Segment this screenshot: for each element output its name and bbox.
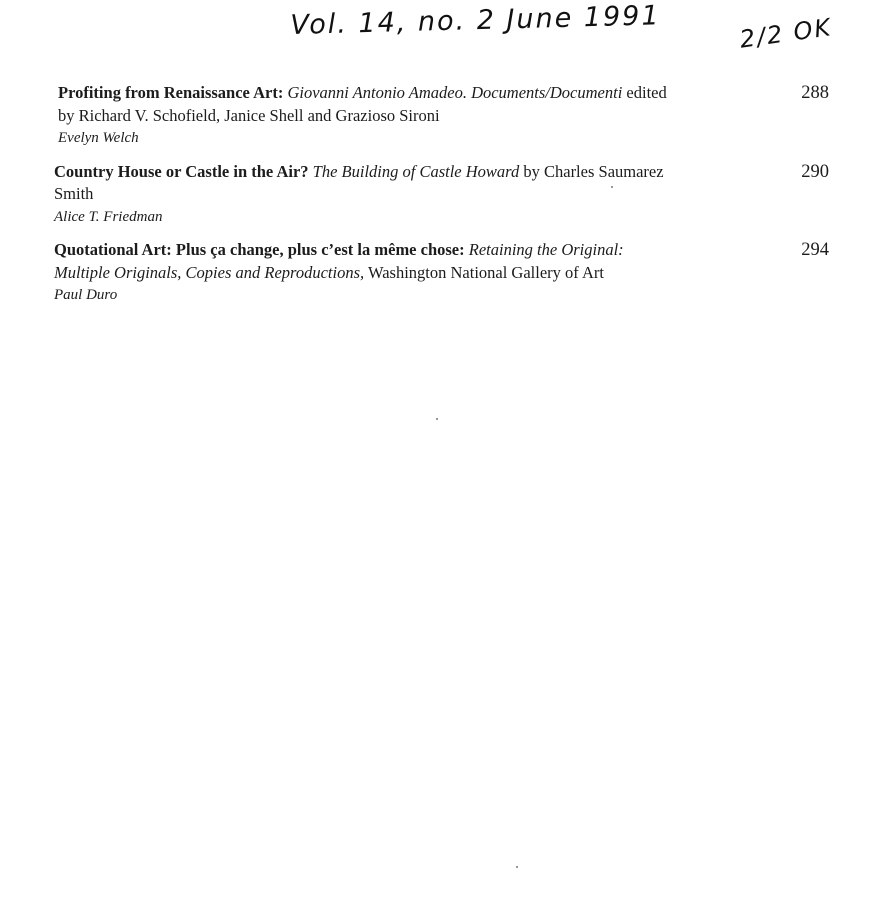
entry-text <box>58 82 673 150</box>
entry-author: Evelyn Welch <box>58 130 139 146</box>
entry-text <box>54 161 669 229</box>
entry-work-title: The Building of Castle Howard <box>312 161 520 181</box>
entry-author: Alice T. Friedman <box>54 208 163 225</box>
entry-work-title: Giovanni Antonio Amadeo. Documents/Documenti <box>287 83 623 102</box>
toc-entry <box>54 82 833 150</box>
entry-author: Paul Duro <box>54 287 118 303</box>
entry-page-number: 288 <box>801 83 829 103</box>
scan-speck <box>611 186 613 188</box>
toc-entry <box>54 239 829 307</box>
handwritten-ok-note: 2/2 OK <box>738 13 834 54</box>
entry-page-number: 290 <box>801 161 829 182</box>
entry-work-title: Retaining the Original: Multiple Originals, Copies and Reproductions, <box>54 240 624 282</box>
entry-details: Washington National Gallery of Art <box>367 262 604 282</box>
entry-title: Profiting from Renaissance Art: <box>58 83 284 102</box>
entry-text <box>54 239 669 307</box>
scan-speck <box>436 418 438 420</box>
entry-title: Quotational Art: Plus ça change, plus c’est la même chose: <box>54 240 465 259</box>
entry-page-number: 294 <box>801 240 829 260</box>
entry-title: Country House or Castle in the Air? <box>54 161 309 181</box>
toc-entry <box>54 161 829 229</box>
entry-details: edited by Richard V. Schofield, Janice Shell and Grazioso Sironi <box>58 83 667 125</box>
entry-details: by Charles Saumarez Smith <box>54 161 664 203</box>
scan-speck <box>516 866 518 868</box>
table-of-contents <box>54 82 829 307</box>
handwritten-volume-note: Vol. 14, no. 2 June 1991 <box>290 0 661 41</box>
